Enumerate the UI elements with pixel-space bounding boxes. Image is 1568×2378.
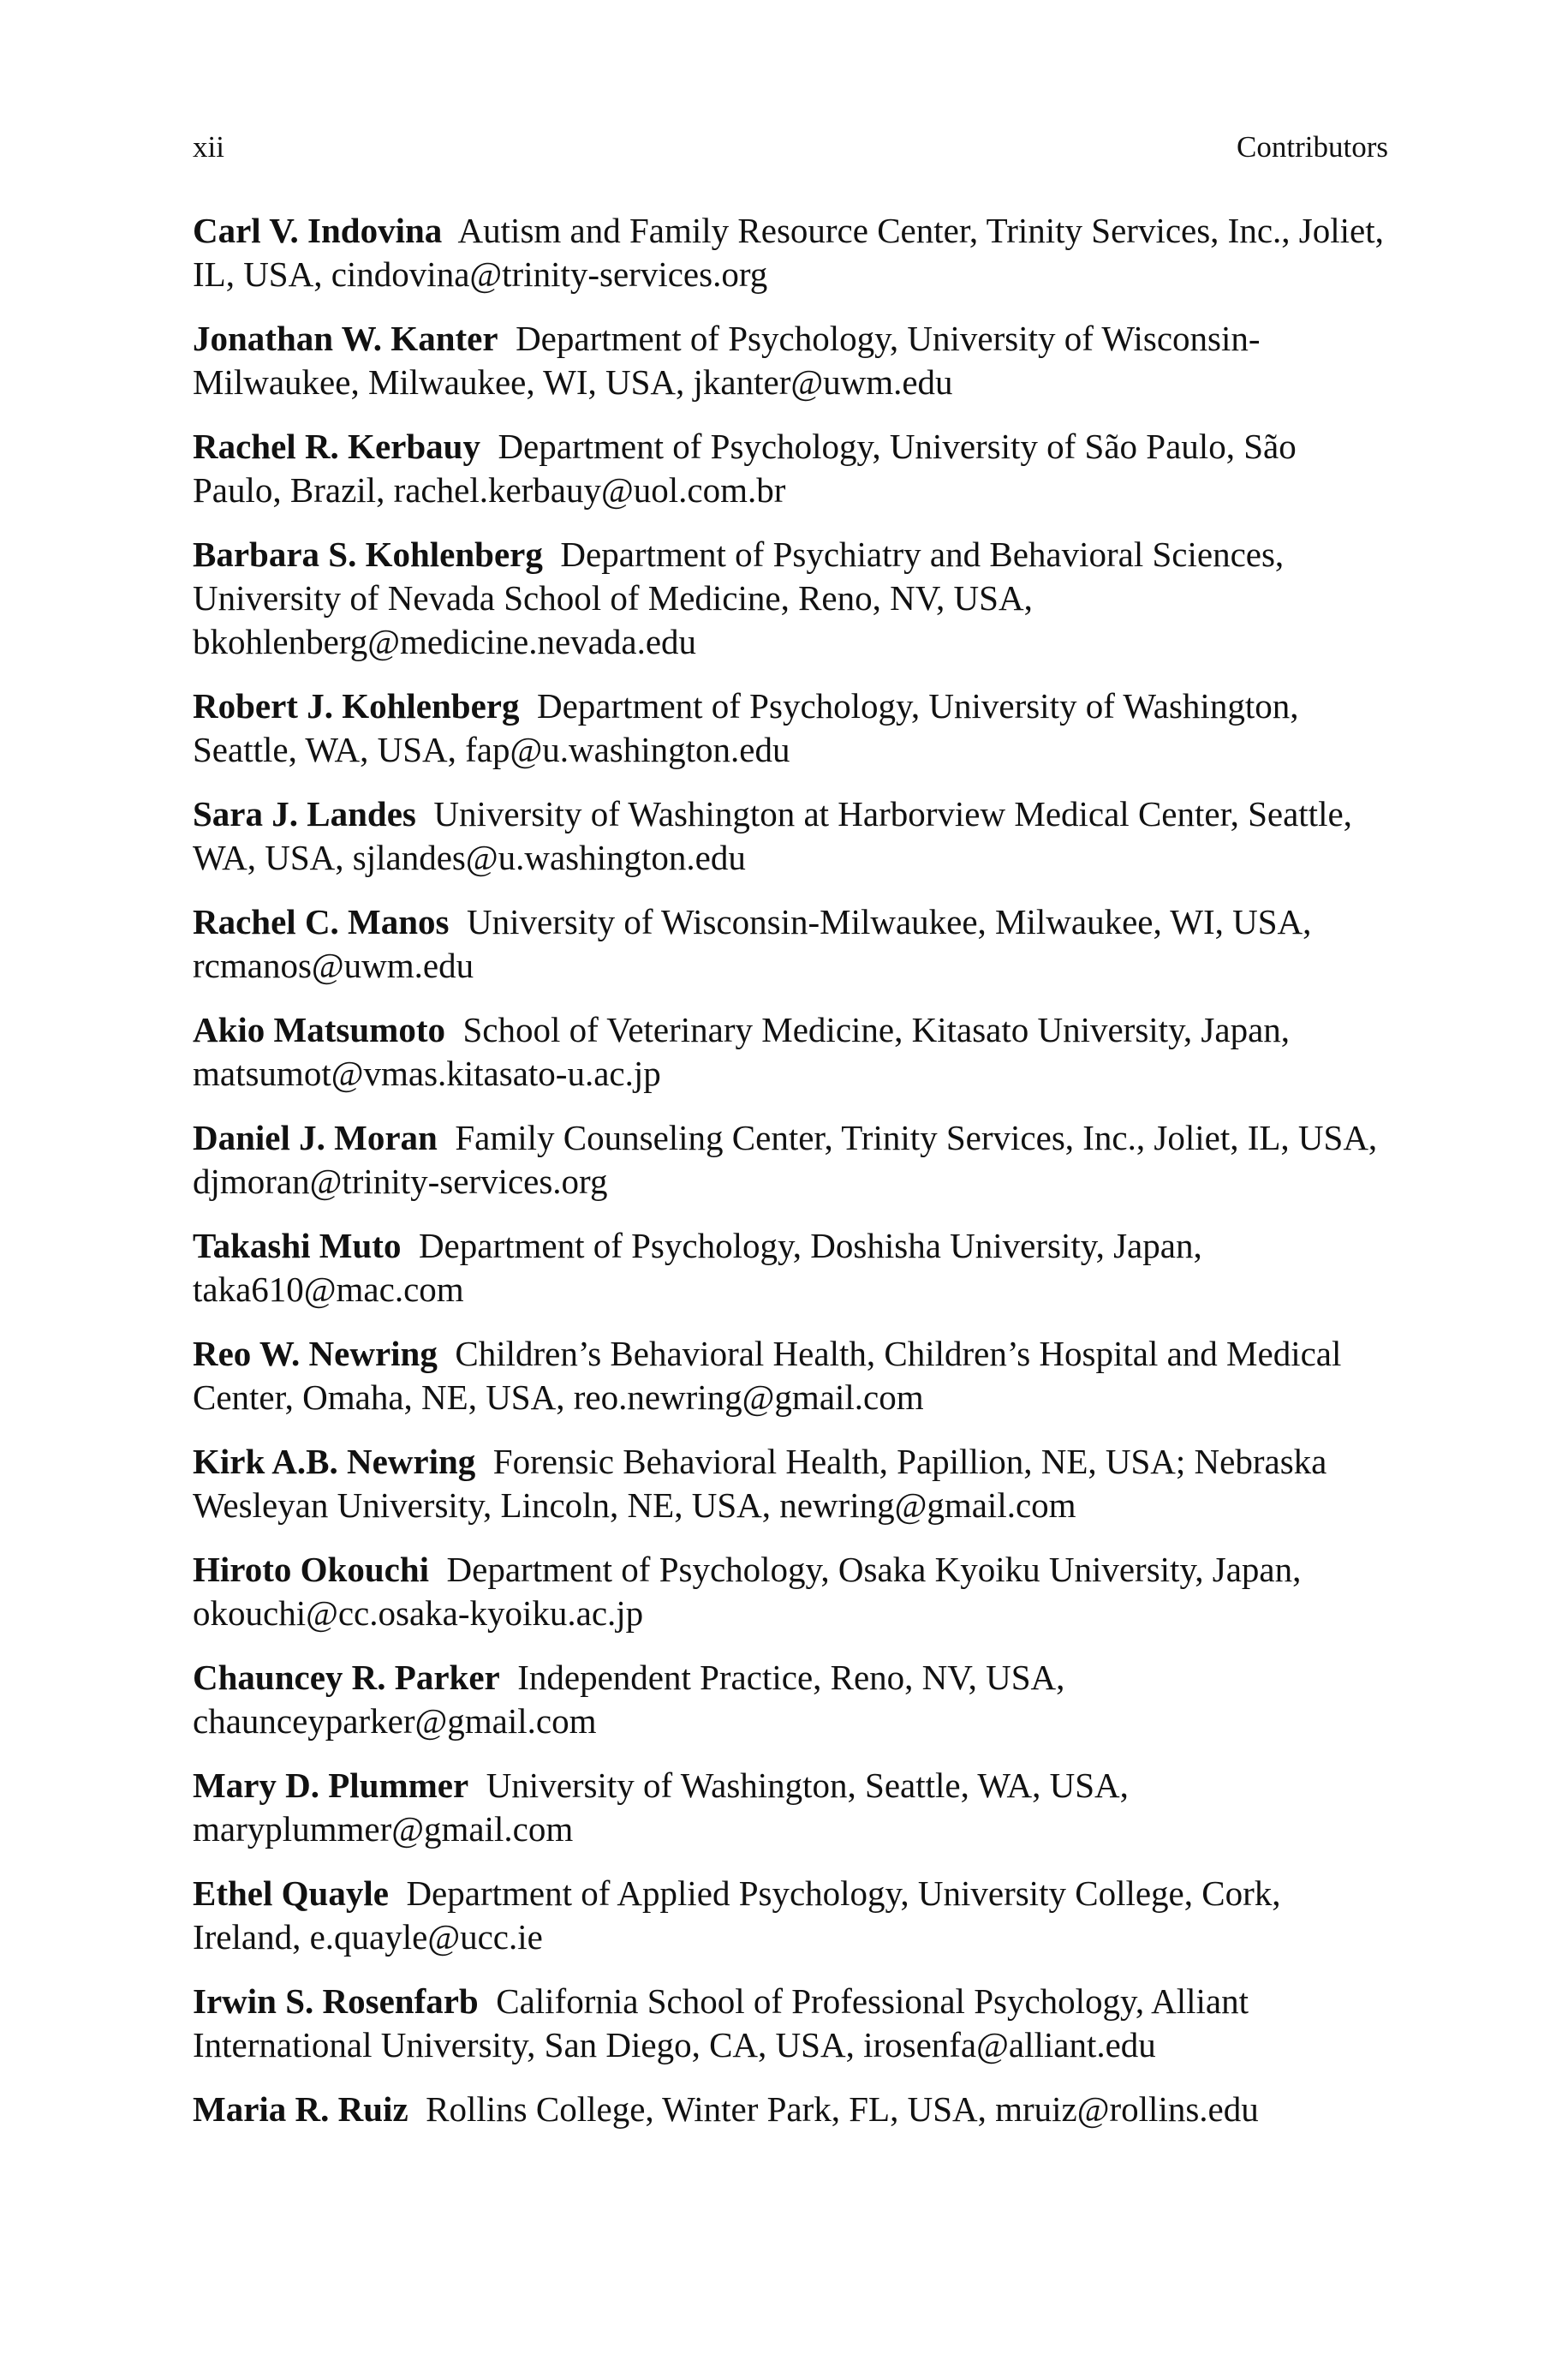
contributor-name: Barbara S. Kohlenberg: [193, 535, 543, 574]
contributor-name: Chauncey R. Parker: [193, 1658, 500, 1697]
contributor-affiliation: University of Washington at Harborview Medical Center, Seattle, WA, USA, sjlandes@u.washington.edu: [193, 794, 1352, 877]
contributor-entry: [193, 1980, 1388, 2067]
contributor-entry: [193, 684, 1388, 772]
contributor-affiliation: California School of Professional Psychology, Alliant International University, San Diego, CA, USA, irosenfa@alliant.edu: [193, 1981, 1249, 2064]
contributor-name: Irwin S. Rosenfarb: [193, 1981, 479, 2021]
contributor-affiliation: Department of Psychiatry and Behavioral Sciences, University of Nevada School of Medicine, Reno, NV, USA, bkohlenberg@medicine.nevada.edu: [193, 535, 1285, 661]
contributor-name: Ethel Quayle: [193, 1873, 389, 1913]
contributor-name: Akio Matsumoto: [193, 1010, 445, 1049]
contributor-entry: [193, 425, 1388, 512]
contributor-name: Kirk A.B. Newring: [193, 1442, 476, 1481]
contributor-entry: [193, 533, 1388, 664]
contributor-name: Robert J. Kohlenberg: [193, 686, 520, 726]
contributor-affiliation: School of Veterinary Medicine, Kitasato University, Japan, matsumot@vmas.kitasato-u.ac.jp: [193, 1010, 1291, 1093]
contributor-name: Carl V. Indovina: [193, 211, 443, 250]
contributor-affiliation: Department of Psychology, University of Washington, Seattle, WA, USA, fap@u.washington.edu: [193, 686, 1299, 769]
contributor-affiliation: University of Wisconsin-Milwaukee, Milwaukee, WI, USA, rcmanos@uwm.edu: [193, 902, 1312, 985]
contributor-affiliation: Autism and Family Resource Center, Trinity Services, Inc., Joliet, IL, USA, cindovina@trinity-services.org: [193, 211, 1384, 294]
contributor-entry: [193, 317, 1388, 404]
contributor-entry: [193, 792, 1388, 880]
contributor-entry: [193, 1548, 1388, 1635]
contributor-name: Sara J. Landes: [193, 794, 416, 833]
running-head: [193, 128, 1388, 166]
contributor-affiliation: Rollins College, Winter Park, FL, USA, mruiz@rollins.edu: [426, 2089, 1259, 2129]
contributor-entry: [193, 1872, 1388, 1959]
contributor-affiliation: Department of Psychology, University of Wisconsin-Milwaukee, Milwaukee, WI, USA, jkanter@uwm.edu: [193, 319, 1261, 402]
contributor-entry: [193, 1116, 1388, 1204]
contributor-name: Jonathan W. Kanter: [193, 319, 498, 358]
contributor-name: Maria R. Ruiz: [193, 2089, 408, 2129]
contributor-affiliation: Department of Psychology, Doshisha University, Japan, taka610@mac.com: [193, 1226, 1202, 1309]
contributor-entry: [193, 209, 1388, 296]
contributor-affiliation: Department of Psychology, University of São Paulo, São Paulo, Brazil, rachel.kerbauy@uol.com.br: [193, 427, 1297, 510]
contributor-affiliation: Family Counseling Center, Trinity Services, Inc., Joliet, IL, USA, djmoran@trinity-services.org: [193, 1118, 1378, 1201]
contributor-name: Takashi Muto: [193, 1226, 402, 1265]
contributor-name: Rachel R. Kerbauy: [193, 427, 480, 466]
contributor-name: Reo W. Newring: [193, 1334, 438, 1373]
contributor-affiliation: Independent Practice, Reno, NV, USA, chaunceyparker@gmail.com: [193, 1658, 1065, 1741]
contributor-name: Mary D. Plummer: [193, 1766, 469, 1805]
contributor-entry: [193, 1332, 1388, 1419]
section-title: Contributors: [1237, 130, 1388, 164]
contributor-name: Hiroto Okouchi: [193, 1550, 430, 1589]
contributor-entry: [193, 900, 1388, 988]
contributor-entry: [193, 1224, 1388, 1311]
contributor-entry: [193, 1440, 1388, 1527]
contributor-entry: [193, 1764, 1388, 1851]
contributor-affiliation: Children’s Behavioral Health, Children’s Hospital and Medical Center, Omaha, NE, USA, reo.newring@gmail.com: [193, 1334, 1342, 1417]
contributor-name: Rachel C. Manos: [193, 902, 450, 941]
contributor-entry: [193, 1656, 1388, 1743]
contributor-affiliation: University of Washington, Seattle, WA, USA, maryplummer@gmail.com: [193, 1766, 1129, 1849]
contributor-entry: [193, 1008, 1388, 1096]
contributor-affiliation: Department of Psychology, Osaka Kyoiku University, Japan, okouchi@cc.osaka-kyoiku.ac.jp: [193, 1550, 1302, 1633]
page-number: xii: [193, 130, 224, 164]
contributor-entry: [193, 2088, 1388, 2131]
contributor-list: [193, 209, 1388, 2152]
contributor-name: Daniel J. Moran: [193, 1118, 438, 1157]
contributor-affiliation: Forensic Behavioral Health, Papillion, NE, USA; Nebraska Wesleyan University, Lincoln, NE, USA, newring@gmail.com: [193, 1442, 1327, 1525]
contributor-affiliation: Department of Applied Psychology, University College, Cork, Ireland, e.quayle@ucc.ie: [193, 1873, 1281, 1957]
